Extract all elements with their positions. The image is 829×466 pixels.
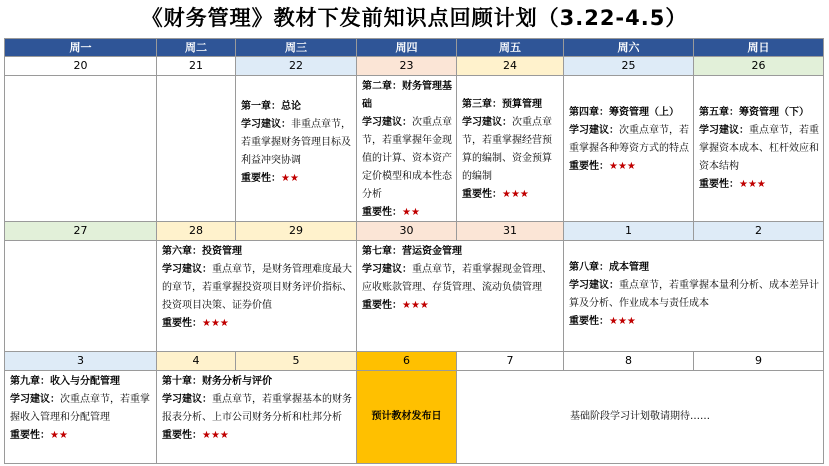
date-cell: 22 [235,56,357,76]
importance-stars: ★★ [281,173,299,184]
importance-stars: ★★★ [609,161,636,172]
date-cell: 23 [356,56,457,76]
importance-label: 重要性： [462,189,502,200]
suggest-label: 学习建议： [699,125,749,136]
date-cell: 27 [4,221,157,241]
chapter-title: 第六章：投资管理 [162,246,242,257]
date-cell: 2 [693,221,824,241]
weekday-mon: 周一 [4,38,157,57]
chapter-title: 第九章：收入与分配管理 [10,376,120,387]
importance-label: 重要性： [162,430,202,441]
importance-stars: ★★ [50,430,68,441]
weekday-sat: 周六 [563,38,694,57]
date-cell: 6 [356,351,457,371]
weekday-thu: 周四 [356,38,457,57]
importance-stars: ★★★ [739,179,766,190]
chapter-1-cell [235,75,357,222]
chapter-text: 重点章节，若重掌握基本的财务报表分析、上市公司财务分析和杜邦分析 [162,394,352,423]
importance-label: 重要性： [10,430,50,441]
chapter-title: 第三章：预算管理 [462,99,542,110]
date-cell: 1 [563,221,694,241]
weekday-sun: 周日 [693,38,824,57]
chapter-text: 重点章节，若重掌握本量利分析、成本差异计算及分析、作业成本与责任成本 [569,280,819,309]
future-plan-cell: 基础阶段学习计划敬请期待…… [456,370,824,464]
importance-label: 重要性： [241,173,281,184]
chapter-2-cell [356,75,457,222]
suggest-label: 学习建议： [362,264,412,275]
empty-cell [156,75,236,222]
chapter-title: 第七章：营运资金管理 [362,246,462,257]
suggest-label: 学习建议： [569,125,619,136]
suggest-label: 学习建议： [241,119,291,130]
date-cell: 24 [456,56,564,76]
suggest-label: 学习建议： [569,280,619,291]
page-title: 《财务管理》教材下发前知识点回顾计划（3.22-4.5） [141,6,688,30]
date-cell: 3 [4,351,157,371]
importance-stars: ★★★ [502,189,529,200]
weekday-wed: 周三 [235,38,357,57]
chapter-text: 重点章节，是财务管理难度最大的章节，若重掌握投资项目财务评价指标、投资项目决策、证券价值 [162,264,352,311]
chapter-10-cell [156,370,357,464]
empty-cell [4,240,157,352]
importance-stars: ★★ [402,207,420,218]
importance-stars: ★★★ [609,316,636,327]
date-cell: 29 [235,221,357,241]
date-cell: 28 [156,221,236,241]
importance-label: 重要性： [569,316,609,327]
chapter-7-cell [356,240,564,352]
chapter-text: 重点章节，若重掌握现金管理、应收账款管理、存货管理、流动负债管理 [362,264,552,293]
date-cell: 26 [693,56,824,76]
date-cell: 30 [356,221,457,241]
importance-stars: ★★★ [202,430,229,441]
chapter-4-cell [563,75,694,222]
weekday-fri: 周五 [456,38,564,57]
importance-label: 重要性： [162,318,202,329]
weekday-tue: 周二 [156,38,236,57]
chapter-text: 次重点章节，若重掌握各种筹资方式的特点 [569,125,689,154]
importance-stars: ★★★ [402,300,429,311]
chapter-title: 第八章：成本管理 [569,262,649,273]
chapter-text: 非重点章节，若重掌握财务管理目标及利益冲突协调 [241,119,351,166]
date-cell: 25 [563,56,694,76]
date-cell: 7 [456,351,564,371]
empty-cell [4,75,157,222]
chapter-9-cell [4,370,157,464]
importance-label: 重要性： [362,300,402,311]
importance-label: 重要性： [569,161,609,172]
chapter-text: 次重点章节，若重掌握年金现值的计算、资本资产定价模型和成本性态分析 [362,117,452,200]
date-cell: 9 [693,351,824,371]
chapter-6-cell [156,240,357,352]
release-day-cell: 预计教材发布日 [356,370,457,464]
chapter-title: 第一章：总论 [241,101,301,112]
chapter-text: 重点章节，若重掌握资本成本、杠杆效应和资本结构 [699,125,819,172]
chapter-text: 次重点章节，若重掌握经营预算的编制、资金预算的编制 [462,117,552,182]
date-cell: 31 [456,221,564,241]
chapter-title: 第五章：筹资管理（下） [699,107,809,118]
chapter-title: 第十章：财务分析与评价 [162,376,272,387]
suggest-label: 学习建议： [10,394,60,405]
suggest-label: 学习建议： [162,264,212,275]
suggest-label: 学习建议： [362,117,412,128]
chapter-title: 第四章：筹资管理（上） [569,107,679,118]
date-cell: 20 [4,56,157,76]
chapter-5-cell [693,75,824,222]
importance-stars: ★★★ [202,318,229,329]
importance-label: 重要性： [362,207,402,218]
chapter-8-cell [563,240,824,352]
date-cell: 21 [156,56,236,76]
chapter-text: 次重点章节，若重掌握收入管理和分配管理 [10,394,150,423]
date-cell: 4 [156,351,236,371]
chapter-title: 第二章：财务管理基础 [362,81,452,110]
suggest-label: 学习建议： [162,394,212,405]
date-cell: 8 [563,351,694,371]
chapter-3-cell [456,75,564,222]
suggest-label: 学习建议： [462,117,512,128]
date-cell: 5 [235,351,357,371]
importance-label: 重要性： [699,179,739,190]
